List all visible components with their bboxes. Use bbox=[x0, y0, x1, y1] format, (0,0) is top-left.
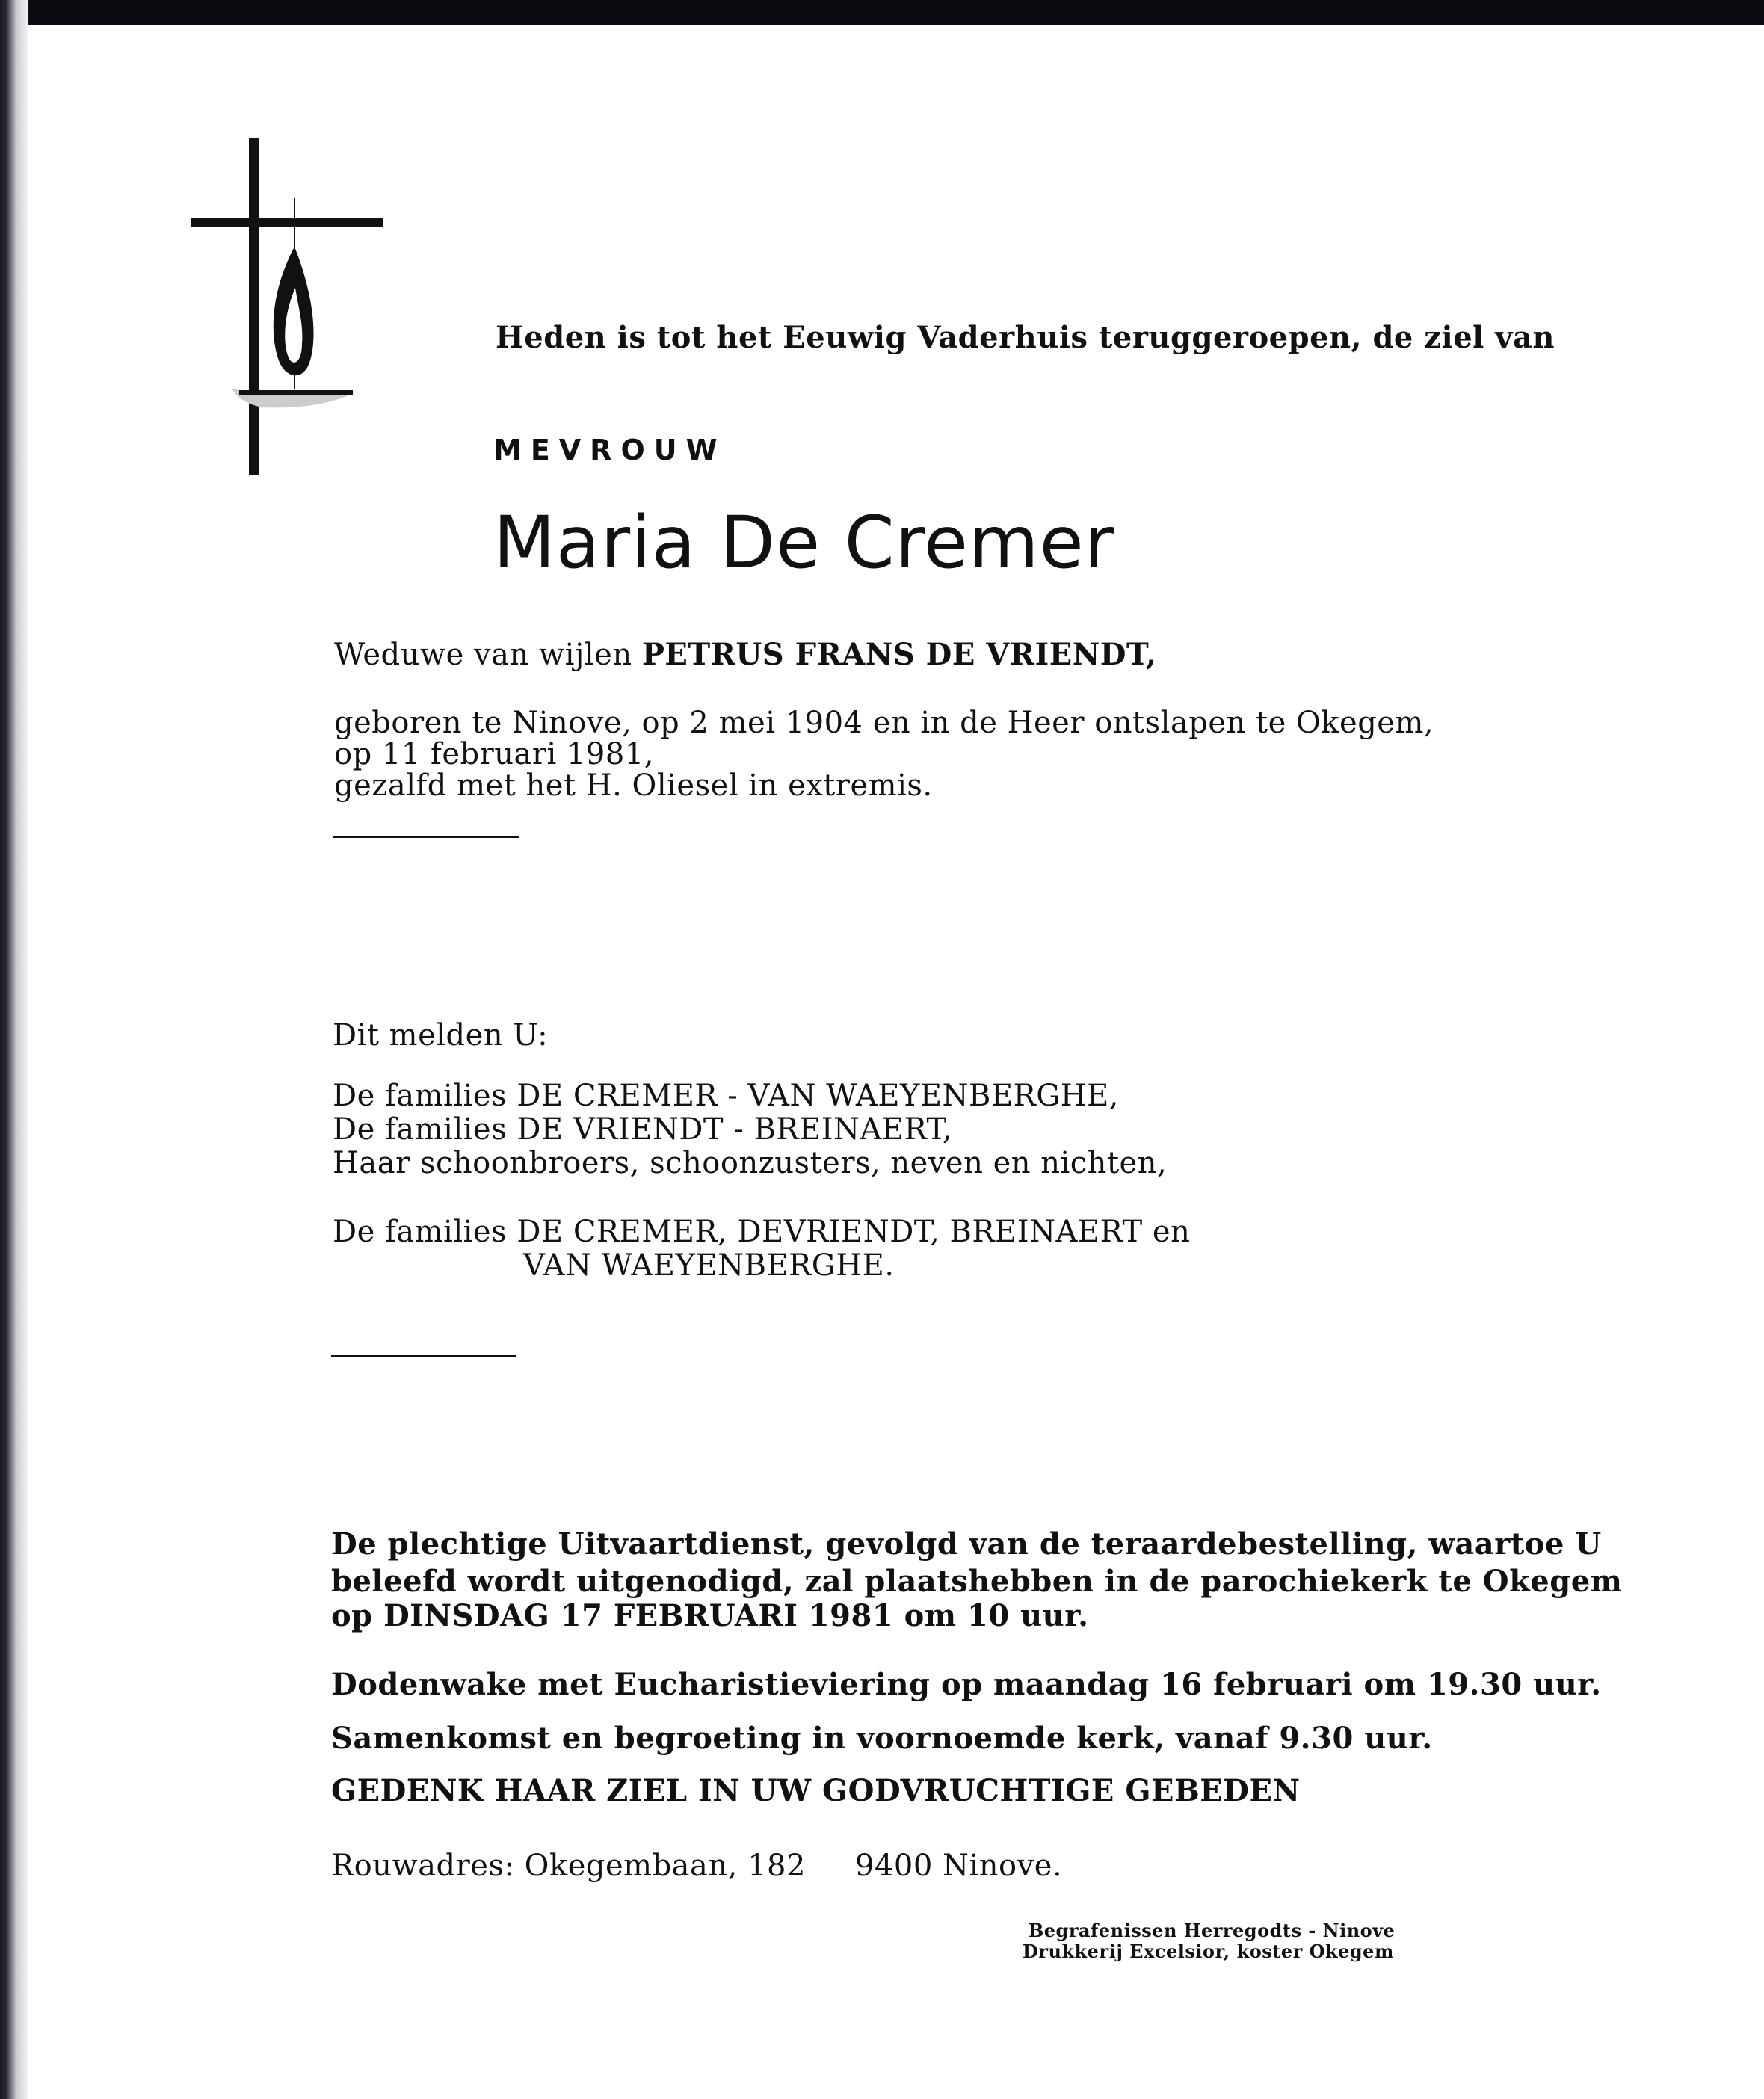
family-line: De families DE VRIENDT - BREINAERT, bbox=[333, 1112, 953, 1147]
born-line: geboren te Ninove, op 2 mei 1904 en in de Heer ontslapen te Okegem, bbox=[334, 706, 1434, 740]
husband-name: PETRUS FRANS DE VRIENDT, bbox=[641, 637, 1157, 672]
scan-top-border bbox=[0, 0, 1764, 25]
died-line: op 11 februari 1981, bbox=[334, 737, 654, 771]
widow-line bbox=[334, 637, 1156, 672]
imprint-line: Begrafenissen Herregodts - Ninove bbox=[1029, 1920, 1396, 1941]
family-line: De families DE CREMER, DEVRIENDT, BREINAERT en bbox=[333, 1215, 1191, 1249]
divider bbox=[333, 836, 519, 838]
address-line: Rouwadres: Okegembaan, 182 9400 Ninove. bbox=[331, 1849, 1063, 1883]
announcers-intro: Dit melden U: bbox=[333, 1018, 549, 1052]
family-line: Haar schoonbroers, schoonzusters, neven en nichten, bbox=[333, 1146, 1168, 1180]
intro-line: Heden is tot het Eeuwig Vaderhuis teruggeroepen, de ziel van bbox=[496, 320, 1555, 355]
service-line: De plechtige Uitvaartdienst, gevolgd van de teraardebestelling, waartoe U bbox=[331, 1526, 1602, 1562]
gathering-line: Samenkomst en begroeting in voornoemde kerk, vanaf 9.30 uur. bbox=[331, 1721, 1433, 1756]
divider bbox=[331, 1355, 516, 1357]
family-line: De families DE CREMER - VAN WAEYENBERGHE, bbox=[333, 1079, 1120, 1113]
anointed-line: gezalfd met het H. Oliesel in extremis. bbox=[334, 768, 933, 803]
family-line: VAN WAEYENBERGHE. bbox=[523, 1248, 895, 1283]
imprint-line: Drukkerij Excelsior, koster Okegem bbox=[1023, 1941, 1394, 1962]
service-line: op DINSDAG 17 FEBRUARI 1981 om 10 uur. bbox=[331, 1598, 1089, 1633]
honorific: MEVROUW bbox=[493, 434, 727, 466]
deceased-name: Maria De Cremer bbox=[493, 501, 1115, 585]
cross-with-flame-icon bbox=[187, 135, 396, 478]
widow-prefix: Weduwe van wijlen bbox=[334, 638, 632, 672]
service-line: beleefd wordt uitgenodigd, zal plaatshebben in de parochiekerk te Okegem bbox=[331, 1564, 1623, 1599]
scan-left-edge bbox=[0, 0, 28, 2099]
vigil-line: Dodenwake met Eucharistieviering op maandag 16 februari om 19.30 uur. bbox=[331, 1667, 1602, 1702]
prayer-line: GEDENK HAAR ZIEL IN UW GODVRUCHTIGE GEBEDEN bbox=[331, 1773, 1301, 1808]
